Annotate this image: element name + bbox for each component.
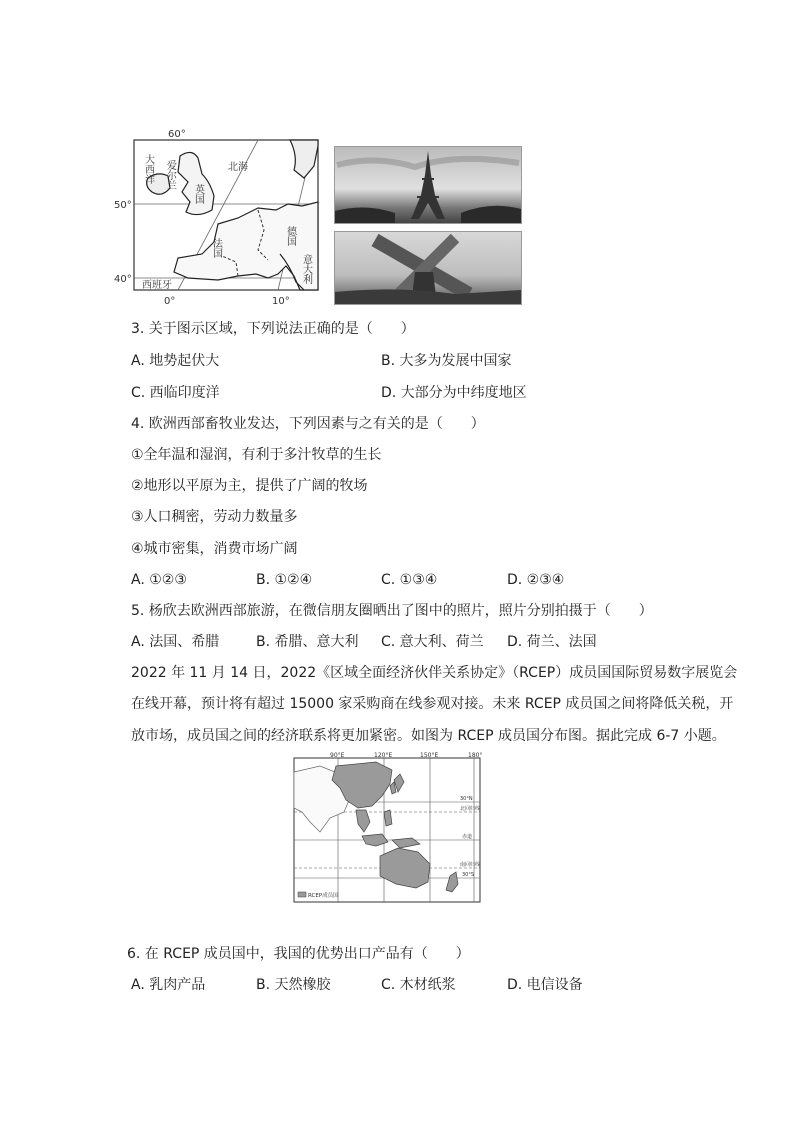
- rcep-lon-90: 90°E: [330, 752, 345, 759]
- map-label-uk: 英国: [192, 184, 204, 204]
- q5-option-c[interactable]: C. 意大利、荷兰: [381, 634, 484, 650]
- q6-option-d[interactable]: D. 电信设备: [507, 977, 583, 993]
- rcep-legend-label: RCEP成员国: [308, 893, 339, 899]
- passage-line-2: 在线开幕，预计将有超过 15000 家采购商在线参观对接。未来 RCEP 成员国之间将降低关税，开: [131, 696, 734, 712]
- q3-stem: 3. 关于图示区域，下列说法正确的是（ ）: [131, 321, 415, 337]
- rcep-lon-150: 150°E: [420, 752, 439, 759]
- q5-option-d[interactable]: D. 荷兰、法国: [507, 634, 597, 650]
- q4-option-b[interactable]: B. ①②④: [256, 572, 313, 588]
- q4-item-3: ③人口稠密，劳动力数量多: [131, 509, 298, 525]
- rcep-map-figure: [280, 752, 496, 908]
- q4-item-2: ②地形以平原为主，提供了广阔的牧场: [131, 478, 368, 494]
- q6-stem: 6. 在 RCEP 成员国中，我国的优势出口产品有（ ）: [127, 946, 470, 962]
- q6-option-c[interactable]: C. 木材纸浆: [381, 977, 456, 993]
- lon-label-10: 10°: [272, 296, 290, 307]
- passage-line-3: 放市场，成员国之间的经济联系将更加紧密。如图为 RCEP 成员国分布图。据此完成 6-7 小题。: [131, 728, 726, 744]
- q3-option-d[interactable]: D. 大部分为中纬度地区: [381, 385, 527, 401]
- europe-map-figure: [114, 126, 323, 316]
- rcep-lat-equator: 赤道: [462, 834, 473, 840]
- map-label-germany: 德国: [284, 226, 296, 246]
- passage-line-1: 2022 年 11 月 14 日，2022《区域全面经济伙伴关系协定》（RCEP）成员国国际贸易数字展览会: [131, 665, 738, 681]
- map-label-ocean: 大西洋: [142, 154, 154, 184]
- rcep-lon-120: 120°E: [374, 752, 393, 759]
- rcep-lat-tropic-capricorn: 南回归线: [460, 862, 481, 868]
- lon-label-0: 0°: [164, 296, 176, 307]
- rcep-lat-30n: 30°N: [460, 796, 473, 802]
- q4-option-a[interactable]: A. ①②③: [131, 572, 187, 588]
- lat-label-40: 40°: [114, 274, 132, 285]
- map-label-spain: 西班牙: [142, 280, 172, 291]
- q4-item-1: ①全年温和湿润，有利于多汁牧草的生长: [131, 447, 382, 463]
- rcep-lon-180: 180°: [468, 752, 483, 759]
- q4-stem: 4. 欧洲西部畜牧业发达，下列因素与之有关的是（ ）: [131, 416, 485, 432]
- map-label-france: 法国: [210, 238, 222, 258]
- q5-option-a[interactable]: A. 法国、希腊: [131, 634, 220, 650]
- map-label-north-sea: 北海: [228, 162, 248, 173]
- q5-stem: 5. 杨欣去欧洲西部旅游，在微信朋友圈晒出了图中的照片，照片分别拍摄于（ ）: [131, 603, 653, 619]
- rcep-legend-swatch: [298, 892, 306, 897]
- windmill-icon: [335, 232, 521, 304]
- windmill-photo: [334, 231, 522, 305]
- q4-option-d[interactable]: D. ②③④: [507, 572, 565, 588]
- lat-label-60: 60°: [168, 129, 186, 140]
- eiffel-tower-icon: [335, 147, 521, 223]
- europe-map-svg: [114, 126, 323, 316]
- q5-option-b[interactable]: B. 希腊、意大利: [256, 634, 359, 650]
- q3-option-a[interactable]: A. 地势起伏大: [131, 353, 220, 369]
- map-label-italy: 意大利: [300, 254, 312, 284]
- q6-option-a[interactable]: A. 乳肉产品: [131, 977, 206, 993]
- eiffel-tower-photo: [334, 146, 522, 224]
- q6-option-b[interactable]: B. 天然橡胶: [256, 977, 331, 993]
- q3-option-b[interactable]: B. 大多为发展中国家: [381, 353, 512, 369]
- rcep-map-svg: [280, 752, 496, 908]
- q4-item-4: ④城市密集，消费市场广阔: [131, 541, 298, 557]
- rcep-lat-30s: 30°S: [462, 872, 475, 878]
- q4-option-c[interactable]: C. ①③④: [381, 572, 438, 588]
- lat-label-50: 50°: [114, 200, 132, 211]
- q3-option-c[interactable]: C. 西临印度洋: [131, 385, 220, 401]
- map-label-ireland: 爱尔兰: [164, 160, 176, 190]
- rcep-lat-tropic-cancer: 北回归线: [460, 806, 481, 812]
